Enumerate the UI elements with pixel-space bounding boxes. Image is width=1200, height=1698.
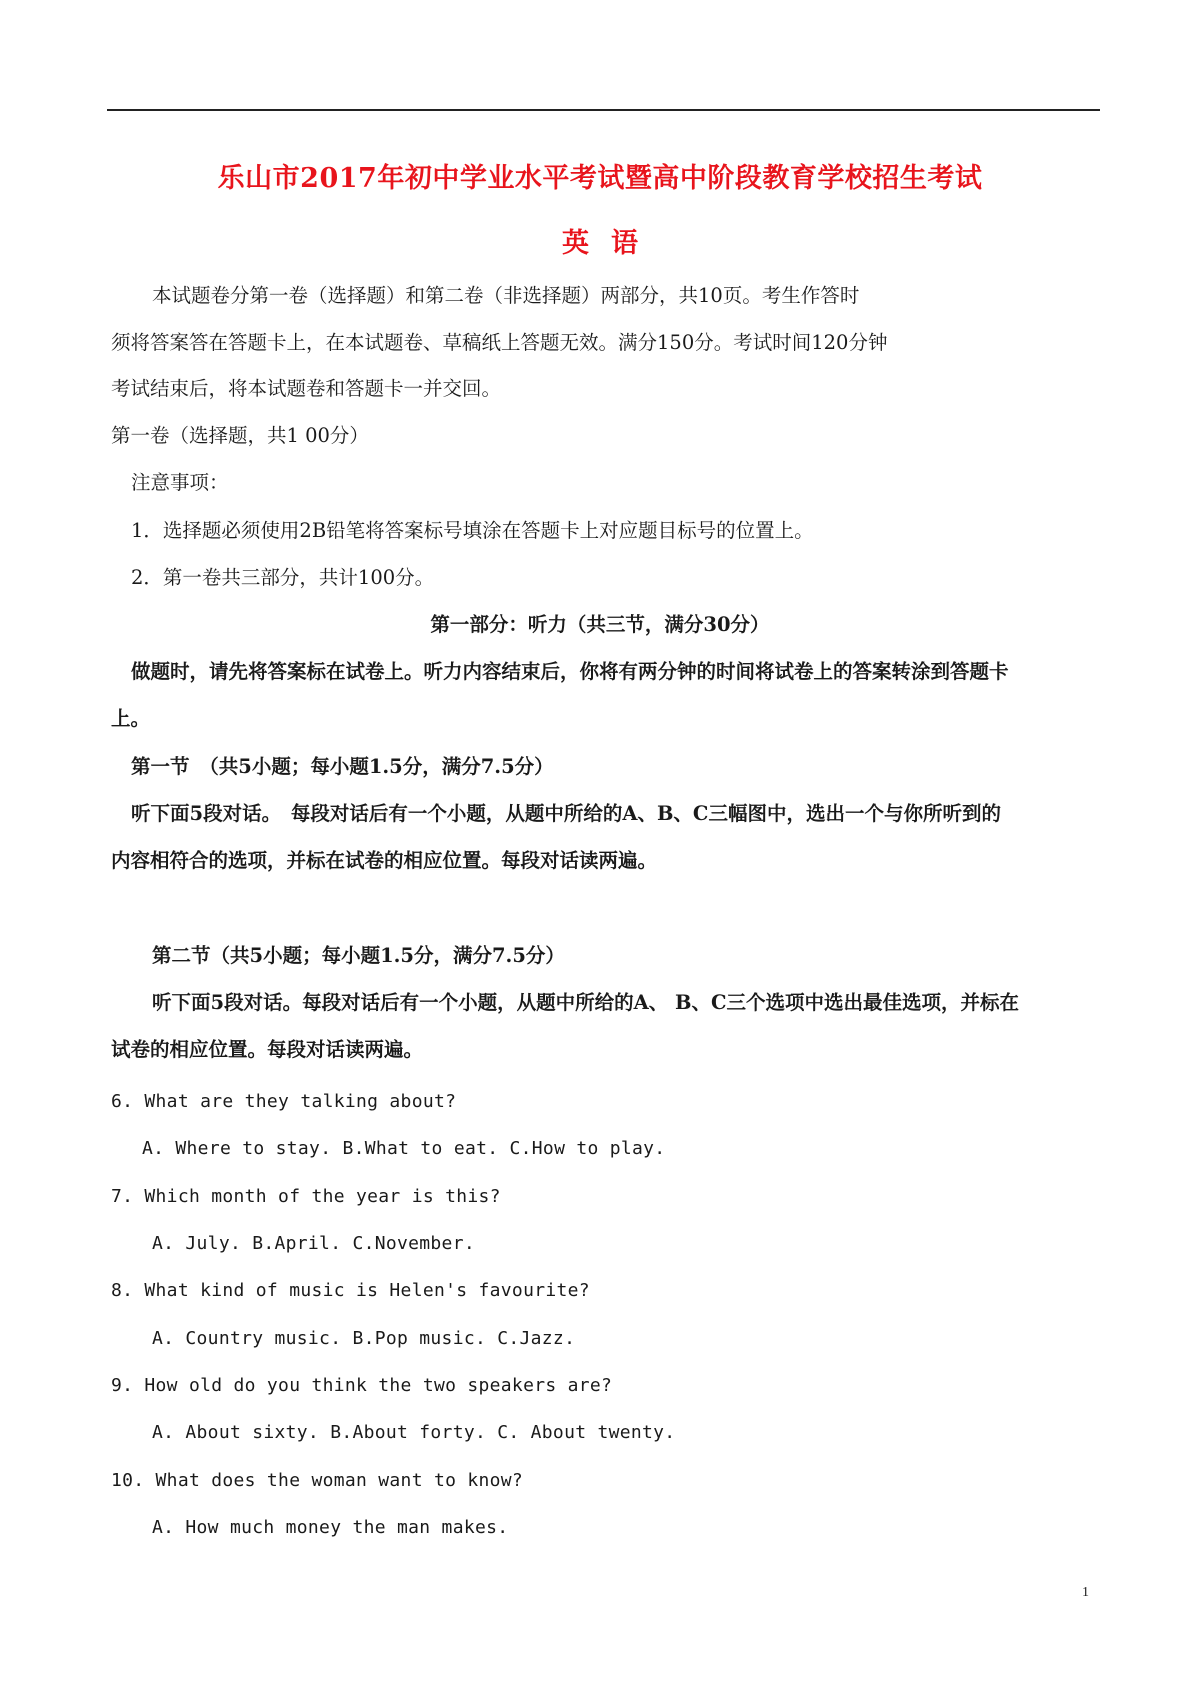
question-9: 9. How old do you think the two speakers are? [111, 1375, 613, 1396]
part1-heading: 第一部分：听力（共三节，满分30分） [430, 613, 770, 636]
question-9-options: A. About sixty. B.About forty. C. About twenty. [152, 1422, 676, 1443]
intro-line-3: 考试结束后，将本试题卷和答题卡一并交回。 [111, 377, 502, 400]
question-8: 8. What kind of music is Helen's favourite? [111, 1280, 590, 1301]
question-8-options: A. Country music. B.Pop music. C.Jazz. [152, 1328, 576, 1349]
section2-instruction-line-1: 听下面5段对话。每段对话后有一个小题，从题中所给的A、 B、C三个选项中选出最佳选项，并标在 [152, 991, 1019, 1014]
question-10: 10. What does the woman want to know? [111, 1470, 524, 1491]
part1-instruction-line-1: 做题时，请先将答案标在试卷上。听力内容结束后，你将有两分钟的时间将试卷上的答案转涂到答题卡 [131, 660, 1009, 683]
exam-title: 乐山市2017年初中学业水平考试暨高中阶段教育学校招生考试 [217, 163, 983, 194]
volume1-heading: 第一卷（选择题，共1 00分） [111, 424, 369, 447]
question-7: 7. Which month of the year is this? [111, 1186, 501, 1207]
section2-heading: 第二节（共5小题；每小题1.5分，满分7.5分） [152, 944, 565, 967]
question-10-option-a: A. How much money the man makes. [152, 1517, 509, 1538]
intro-line-2: 须将答案答在答题卡上，在本试题卷、草稿纸上答题无效。满分150分。考试时间120分钟 [111, 331, 888, 354]
subject-title: 英语 [562, 228, 660, 259]
section1-instruction-line-2: 内容相符合的选项，并标在试卷的相应位置。每段对话读两遍。 [111, 849, 658, 872]
question-7-options: A. July. B.April. C.November. [152, 1233, 475, 1254]
note-2: 2．第一卷共三部分，共计100分。 [131, 566, 435, 589]
section1-heading: 第一节 （共5小题；每小题1.5分，满分7.5分） [131, 755, 554, 778]
intro-line-1: 本试题卷分第一卷（选择题）和第二卷（非选择题）两部分，共10页。考生作答时 [152, 284, 860, 307]
question-6-options: A. Where to stay. B.What to eat. C.How to play. [142, 1138, 666, 1159]
section2-instruction-line-2: 试卷的相应位置。每段对话读两遍。 [111, 1038, 424, 1061]
header-rule [107, 109, 1100, 111]
question-6: 6. What are they talking about? [111, 1091, 457, 1112]
note-1: 1．选择题必须使用2B铅笔将答案标号填涂在答题卡上对应题目标号的位置上。 [131, 519, 814, 542]
page-number: 1 [1082, 1585, 1089, 1600]
part1-instruction-line-2: 上。 [111, 707, 151, 730]
notice-label: 注意事项： [131, 471, 229, 494]
section1-instruction-line-1: 听下面5段对话。 每段对话后有一个小题，从题中所给的A、B、C三幅图中，选出一个与你所听到的 [131, 802, 1001, 825]
